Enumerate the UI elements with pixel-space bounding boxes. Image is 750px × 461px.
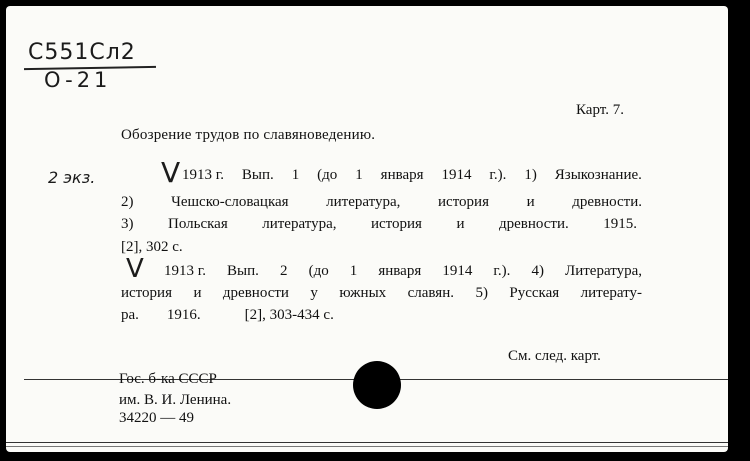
see-next-card: См. след. карт. xyxy=(508,348,601,364)
entry-1-line-2: 2) Чешско-словацкая литература, история и древности. xyxy=(121,194,642,210)
divider xyxy=(6,446,728,447)
punch-hole xyxy=(353,361,401,409)
entry-1-line-3: 3) Польская литература, история и древности. 1915. xyxy=(121,216,637,232)
catalog-card xyxy=(6,6,728,452)
entry-1-pagination: [2], 302 с. xyxy=(121,239,183,255)
library-stamp-line-1: Гос. б-ка СССР xyxy=(119,371,217,387)
entry-2-line-1: 1913 г. Вып. 2 (до 1 января 1914 г.). 4) Литература, xyxy=(164,263,642,279)
shelfmark-author-mark: O-21 xyxy=(44,68,112,92)
divider xyxy=(6,442,728,443)
check-mark-icon: V xyxy=(126,254,144,284)
library-stamp-line-2: им. В. И. Ленина. xyxy=(119,392,232,408)
card-number: Карт. 7. xyxy=(576,102,624,118)
library-stamp-line-3: 34220 — 49 xyxy=(119,410,194,426)
check-mark-icon: V xyxy=(161,156,181,189)
card-title: Обозрение трудов по славяноведению. xyxy=(121,127,376,143)
entry-1-line-1: 1913 г. Вып. 1 (до 1 января 1914 г.). 1) Языкознание. xyxy=(182,167,642,183)
shelfmark-class: C551Cл2 xyxy=(28,40,136,65)
entry-2-line-2: история и древности у южных славян. 5) Русская литерату- xyxy=(121,285,642,301)
copies-note: 2 экз. xyxy=(48,168,96,187)
entry-2-line-3: ра. 1916. [2], 303-434 с. xyxy=(121,307,334,323)
